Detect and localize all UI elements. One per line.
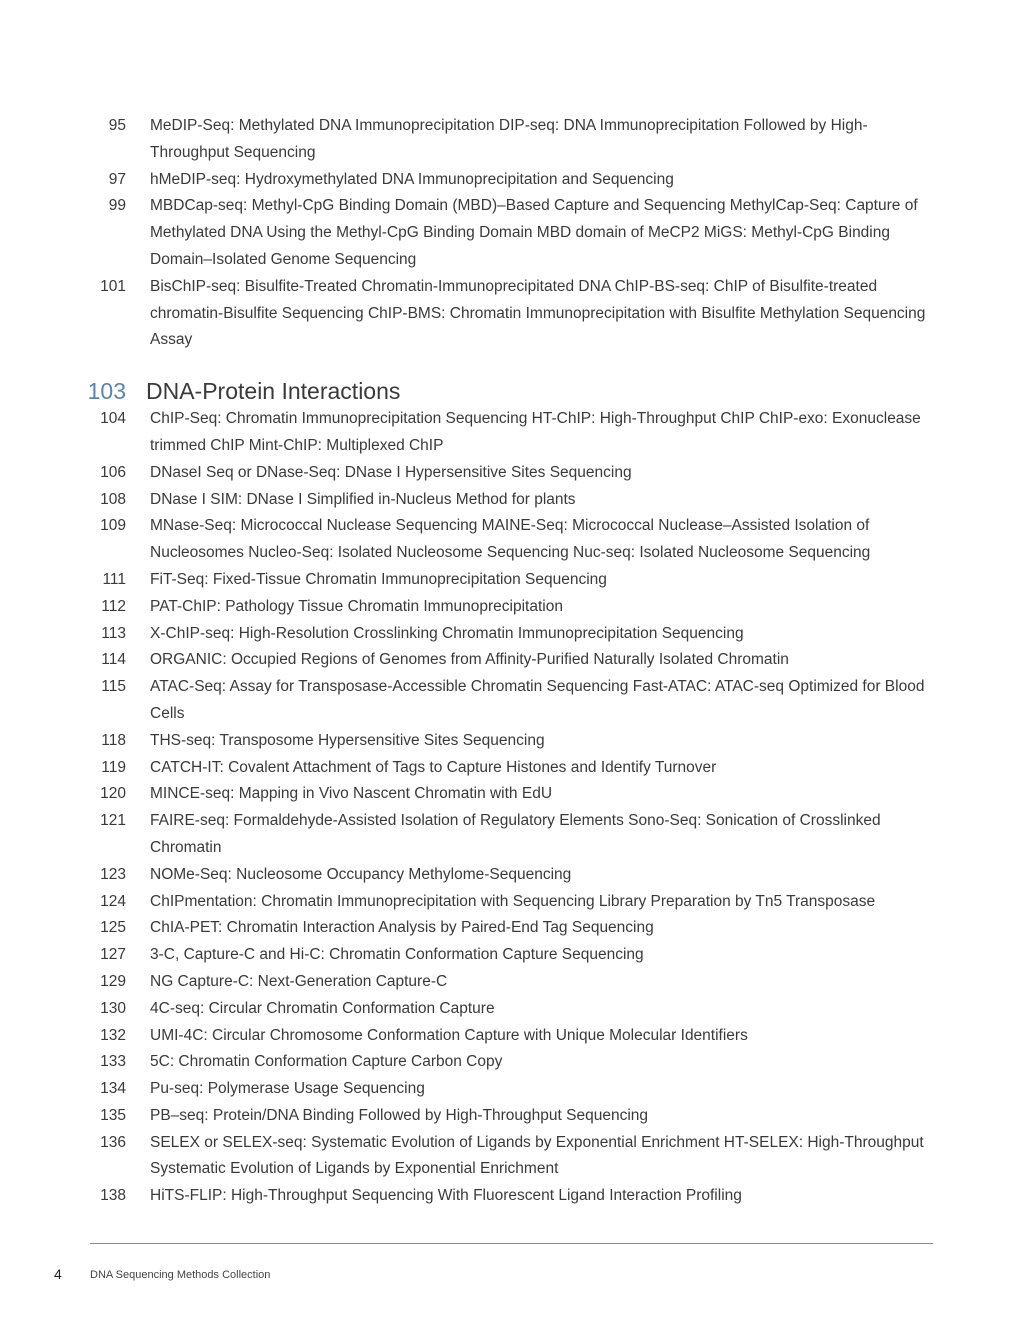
toc-entry-title: NOMe-Seq: Nucleosome Occupancy Methylome-Sequencing [150,865,572,883]
toc-entry-title: BisChIP-seq: Bisulfite-Treated Chromatin-Immunoprecipitated DNA ChIP-BS-seq: ChIP of Bisulfite-treated chromatin-Bisulfite Sequencing ChIP-BMS: Chromatin Immunoprecipitation with Bisulfite Methylation Sequencing Assay [150,277,926,349]
toc-entries-top [88,113,928,354]
toc-entry[interactable] [88,755,928,782]
footer-divider [90,1243,933,1244]
toc-entry-page-number: 135 [100,1106,126,1124]
toc-entry[interactable] [88,674,928,728]
toc-entry-title: FiT-Seq: Fixed-Tissue Chromatin Immunoprecipitation Sequencing [150,570,607,588]
toc-entry[interactable] [88,889,928,916]
toc-entry-title: PAT-ChIP: Pathology Tissue Chromatin Immunoprecipitation [150,597,563,615]
toc-entry-page-number: 134 [100,1080,126,1098]
toc-entry-page-number: 133 [100,1053,126,1071]
toc-entry-title: MINCE-seq: Mapping in Vivo Nascent Chromatin with EdU [150,785,553,803]
toc-entry-title: FAIRE-seq: Formaldehyde-Assisted Isolation of Regulatory Elements Sono-Seq: Sonication of Crosslinked Chromatin [150,812,881,856]
toc-entry[interactable] [88,1183,928,1210]
toc-entry[interactable] [88,594,928,621]
toc-entry[interactable] [88,1130,928,1184]
toc-entry[interactable] [88,113,928,167]
toc-entry-title: HiTS-FLIP: High-Throughput Sequencing With Fluorescent Ligand Interaction Profiling [150,1187,742,1205]
toc-entry[interactable] [88,862,928,889]
toc-entry-title: ORGANIC: Occupied Regions of Genomes from Affinity-Purified Naturally Isolated Chromatin [150,651,789,669]
toc-entry[interactable] [88,406,928,460]
toc-entry[interactable] [88,567,928,594]
toc-entry-page-number: 138 [100,1187,126,1205]
toc-entry-page-number: 106 [100,463,126,481]
toc-entry-page-number: 108 [100,490,126,508]
toc-entry-title: MeDIP-Seq: Methylated DNA Immunoprecipitation DIP-seq: DNA Immunoprecipitation Followed by High-Throughput Sequencing [150,117,868,161]
footer-title: DNA Sequencing Methods Collection [90,1269,271,1281]
toc-entry[interactable] [88,621,928,648]
toc-entry-page-number: 129 [100,972,126,990]
toc-entry-title: MNase-Seq: Micrococcal Nuclease Sequencing MAINE-Seq: Micrococcal Nuclease–Assisted Isolation of Nucleosomes Nucleo-Seq: Isolated Nucleosome Sequencing Nuc-seq: Isolated Nucleosome Sequencing [150,517,871,562]
toc-entry-page-number: 123 [100,865,126,883]
toc-entry[interactable] [88,969,928,996]
toc-entry-title: 3-C, Capture-C and Hi-C: Chromatin Conformation Capture Sequencing [150,946,644,964]
toc-entry-title: SELEX or SELEX-seq: Systematic Evolution of Ligands by Exponential Enrichment HT-SELEX: High-Throughput Systematic Evolution of Ligands by Exponential Enrichment [150,1133,924,1178]
toc-entry-title: THS-seq: Transposome Hypersensitive Sites Sequencing [150,731,545,749]
toc-entry-page-number: 99 [108,197,126,215]
toc-entry[interactable] [88,513,928,567]
toc-entry[interactable] [88,274,928,354]
toc-entry-title: ChIP-Seq: Chromatin Immunoprecipitation Sequencing HT-ChIP: High-Throughput ChIP ChIP-exo: Exonuclease trimmed ChIP Mint-ChIP: Multiplexed ChIP [150,410,921,454]
toc-entry-page-number: 132 [100,1026,126,1044]
toc-entry-page-number: 112 [101,597,126,615]
toc-entry[interactable] [88,460,928,487]
toc-entry-page-number: 118 [101,731,126,749]
section-page-number[interactable]: 103 [87,378,126,405]
toc-entry-page-number: 121 [100,812,126,830]
toc-entry-page-number: 114 [101,651,126,669]
toc-entry-title: DNase I SIM: DNase I Simplified in-Nucleus Method for plants [150,490,576,508]
toc-entry-page-number: 109 [100,517,126,535]
footer-page-number: 4 [54,1266,62,1282]
toc-entry[interactable] [88,1103,928,1130]
toc-entry[interactable] [88,647,928,674]
toc-entry[interactable] [88,996,928,1023]
toc-entry-page-number: 104 [100,410,126,428]
toc-list [88,113,928,1210]
toc-entry-page-number: 101 [100,277,126,295]
toc-entry[interactable] [88,1023,928,1050]
section-heading [88,376,928,406]
toc-entry[interactable] [88,781,928,808]
toc-entry-title: CATCH-IT: Covalent Attachment of Tags to Capture Histones and Identify Turnover [150,758,717,776]
toc-entry-page-number: 115 [101,678,126,696]
toc-entry-title: ATAC-Seq: Assay for Transposase-Accessible Chromatin Sequencing Fast-ATAC: ATAC-seq Optimized for Blood Cells [150,678,925,722]
toc-entry-page-number: 130 [100,999,126,1017]
toc-entry[interactable] [88,942,928,969]
toc-entry-title: hMeDIP-seq: Hydroxymethylated DNA Immunoprecipitation and Sequencing [150,170,674,188]
toc-entry[interactable] [88,728,928,755]
toc-entry-title: PB–seq: Protein/DNA Binding Followed by High-Throughput Sequencing [150,1106,649,1124]
toc-entry[interactable] [88,1076,928,1103]
toc-entry[interactable] [88,193,928,273]
toc-entry-title: ChIA-PET: Chromatin Interaction Analysis by Paired-End Tag Sequencing [150,919,654,937]
toc-entry-title: DNaseI Seq or DNase-Seq: DNase I Hypersensitive Sites Sequencing [150,463,632,481]
toc-entry-page-number: 111 [102,570,126,588]
toc-entry-title: Pu-seq: Polymerase Usage Sequencing [150,1080,425,1098]
toc-entries-section [88,406,928,1210]
toc-entry-page-number: 127 [100,946,126,964]
toc-entry-title: ChIPmentation: Chromatin Immunoprecipitation with Sequencing Library Preparation by Tn5 Transposase [150,892,876,910]
toc-entry-title: MBDCap-seq: Methyl-CpG Binding Domain (MBD)–Based Capture and Sequencing MethylCap-Seq: Capture of Methylated DNA Using the Methyl-CpG Binding Domain MBD domain of MeCP2 MiGS: Methyl-CpG Binding Domain–Isolated Genome Sequencing [150,197,918,268]
toc-entry-page-number: 97 [108,170,126,188]
toc-entry[interactable] [88,808,928,862]
toc-entry-page-number: 125 [100,919,126,937]
toc-entry[interactable] [88,487,928,514]
toc-entry[interactable] [88,915,928,942]
toc-entry-title: X-ChIP-seq: High-Resolution Crosslinking Chromatin Immunoprecipitation Sequencing [150,624,744,642]
section-title[interactable]: DNA-Protein Interactions [146,378,401,405]
toc-entry-page-number: 136 [100,1133,126,1151]
toc-entry-title: UMI-4C: Circular Chromosome Conformation Capture with Unique Molecular Identifiers [150,1026,748,1044]
toc-entry-page-number: 120 [100,785,126,803]
toc-entry-page-number: 124 [100,892,126,910]
toc-entry[interactable] [88,167,928,194]
toc-entry-title: NG Capture-C: Next-Generation Capture-C [150,972,448,990]
toc-entry-page-number: 113 [101,624,126,642]
toc-entry-title: 4C-seq: Circular Chromatin Conformation Capture [150,999,495,1017]
toc-entry-title: 5C: Chromatin Conformation Capture Carbon Copy [150,1053,503,1071]
toc-entry-page-number: 119 [101,758,126,776]
toc-entry[interactable] [88,1049,928,1076]
toc-entry-page-number: 95 [108,117,126,134]
